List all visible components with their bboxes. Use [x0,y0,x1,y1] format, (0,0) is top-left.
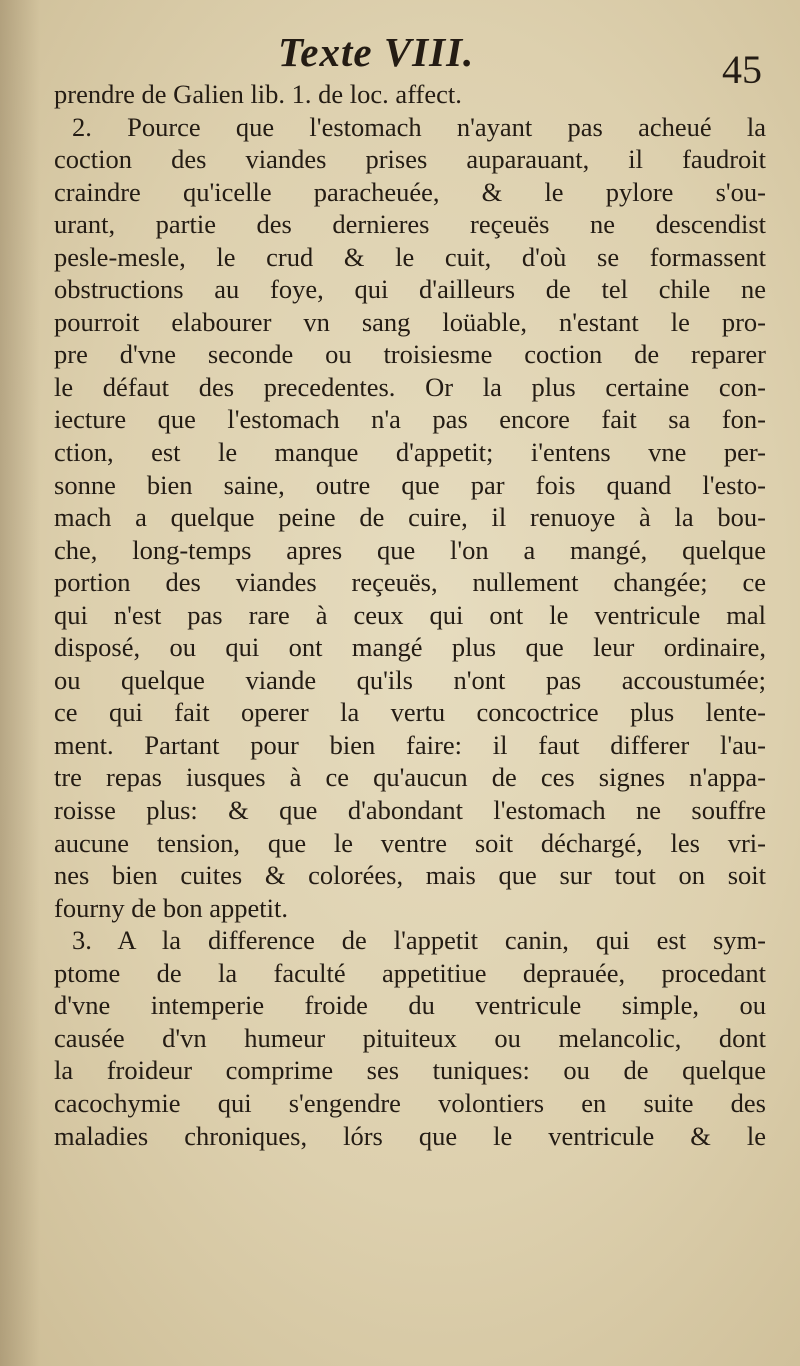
text-line: disposé, ou qui ont mangé plus que leur ordinaire, [54,632,766,663]
text-line: 3. A la difference de l'appetit canin, qui est sym- [72,925,766,956]
running-title: Texte VIII. [278,29,475,75]
page-number: 45 [722,47,762,92]
text-line: ptome de la faculté appetitiue deprauée, procedant [54,957,766,988]
text-line: mach a quelque peine de cuire, il renuoye à la bou- [54,502,766,533]
text-line: obstructions au foye, qui d'ailleurs de tel chile ne [54,274,766,305]
text-line: qui n'est pas rare à ceux qui ont le ventricule mal [54,599,766,630]
text-line: pourroit elabourer vn sang loüable, n'estant le pro- [54,306,766,337]
text-line: sonne bien saine, outre que par fois quand l'esto- [54,469,766,500]
text-line: fourny de bon appetit. [54,892,289,923]
text-line: cacochymie qui s'engendre volontiers en suite des [54,1087,766,1118]
text-line: portion des viandes reçeuës, nullement changée; ce [54,567,766,598]
text-line: nes bien cuites & colorées, mais que sur tout on soit [54,860,766,891]
text-line: ction, est le manque d'appetit; i'entens vne per- [54,437,766,468]
text-line: causée d'vn humeur pituiteux ou melancolic, dont [54,1022,766,1053]
page-header [0,26,800,92]
text-line: che, long-temps apres que l'on a mangé, quelque [54,534,766,565]
text-line: aucune tension, que le ventre soit déchargé, les vri- [54,827,766,858]
text-line: tre repas iusques à ce qu'aucun de ces signes n'appa- [54,762,766,793]
text-line: la froideur comprime ses tuniques: ou de quelque [54,1055,766,1086]
text-line: iecture que l'estomach n'a pas encore fait sa fon- [54,404,766,435]
text-line: ce qui fait operer la vertu concoctrice plus lente- [54,697,766,728]
text-line: prendre de Galien lib. 1. de loc. affect. [54,79,462,109]
text-line: pre d'vne seconde ou troisiesme coction de reparer [54,339,766,370]
text-line: le défaut des precedentes. Or la plus certaine con- [54,371,766,402]
text-line: roisse plus: & que d'abondant l'estomach ne souffre [54,795,766,826]
text-line: ment. Partant pour bien faire: il faut differer l'au- [54,729,766,760]
text-line: pesle-mesle, le crud & le cuit, d'où se formassent [54,241,766,272]
text-line: urant, partie des dernieres reçeuës ne descendist [54,209,766,240]
text-line: maladies chroniques, lórs que le ventricule & le [54,1120,766,1151]
text-line: ou quelque viande qu'ils n'ont pas accoustumée; [54,664,766,695]
text-line: d'vne intemperie froide du ventricule simple, ou [54,990,766,1021]
text-line: 2. Pource que l'estomach n'ayant pas acheué la [72,111,766,142]
text-line: craindre qu'icelle paracheuée, & le pylore s'ou- [54,176,766,207]
text-line: coction des viandes prises auparauant, il faudroit [54,144,766,175]
body-text [54,78,766,1152]
gutter-shadow [0,0,40,1366]
